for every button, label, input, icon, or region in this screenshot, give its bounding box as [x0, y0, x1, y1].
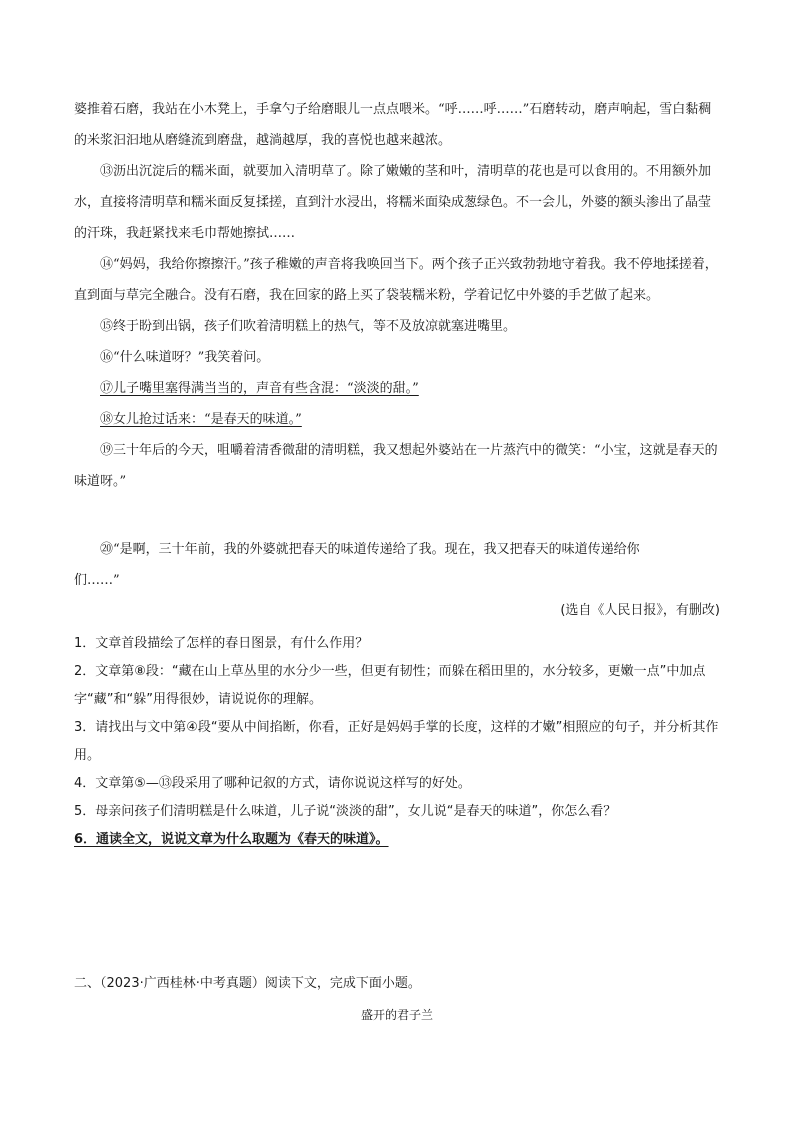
passage-paragraph-17: ⑰儿子嘴里塞得满当当的，声音有些含混：“淡淡的甜。”: [100, 381, 419, 396]
story-title: 盛开的君子兰: [360, 1008, 433, 1022]
section-2-heading: 二、（2023·广西桂林·中考真题）阅读下文，完成下面小题。: [74, 976, 421, 991]
question-4: 4．文章第⑤—⑬段采用了哪种记叙的方式，请你说说这样写的好处。: [74, 776, 471, 791]
question-3: 3．请找出与文中第④段“要从中间掐断，你看，正好是妈妈手掌的长度，这样的才嫩”相照应的句子，并分析其作用。: [74, 720, 719, 763]
passage-upper: [74, 94, 722, 497]
passage-paragraph-16: ⑯“什么味道呀？”我笑着问。: [100, 350, 270, 365]
question-1: 1．文章首段描绘了怎样的春日图景，有什么作用？: [74, 636, 369, 651]
passage-paragraph-14: ⑭“妈妈，我给你擦擦汗。”孩子稚嫩的声音将我唤回当下。两个孩子正兴致勃勃地守着我。我不停地揉搓着，直到面与草完全融合。没有石磨，我在回家的路上买了袋装糯米粉，学着记忆中外婆的手艺做了起来。: [74, 257, 718, 303]
passage-paragraph-15: ⑮终于盼到出锅，孩子们吹着清明糕上的热气，等不及放凉就塞进嘴里。: [100, 319, 517, 334]
passage-paragraph-18: ⑱女儿抢过话来：“是春天的味道。”: [100, 412, 302, 427]
question-list: [74, 630, 724, 854]
question-6: 6．通读全文，说说文章为什么取题为《春天的味道》。: [74, 832, 389, 847]
passage-paragraph-13: ⑬沥出沉淀后的糯米面，就要加入清明草了。除了嫩嫩的茎和叶，清明草的花也是可以食用的。不用额外加水，直接将清明草和糯米面反复揉搓，直到汁水浸出，将糯米面染成葱绿色。不一会儿，外婆的额头渗出了晶莹的汗珠，我赶紧找来毛巾帮她擦拭……: [74, 164, 712, 241]
source-citation: (选自《人民日报》，有删改): [560, 603, 720, 618]
passage-paragraph-19: ⑲三十年后的今天，咀嚼着清香微甜的清明糕，我又想起外婆站在一片蒸汽中的微笑：“小宝，这就是春天的味道呀。”: [74, 443, 718, 489]
question-2: 2．文章第⑧段：“藏在山上草丛里的水分少一些，但更有韧性；而躲在稻田里的，水分较多，更嫩一点”中加点字“藏”和“躲”用得很妙，请说说你的理解。: [74, 664, 706, 707]
question-5: 5．母亲问孩子们清明糕是什么味道，儿子说“淡淡的甜”，女儿说“是春天的味道”，你怎么看？: [74, 804, 617, 819]
passage-paragraph-intro: 婆推着石磨，我站在小木凳上，手拿勺子给磨眼儿一点点喂米。“呼……呼……”石磨转动，磨声响起，雪白黏稠的米浆汩汩地从磨缝流到磨盘，越淌越厚，我的喜悦也越来越浓。: [74, 102, 712, 148]
passage-paragraph-20-line1: ⑳“是啊，三十年前，我的外婆就把春天的味道传递给了我。现在，我又把春天的味道传递给你: [100, 542, 640, 557]
passage-paragraph-20-line2: 们……”: [74, 573, 120, 588]
passage-lower: [74, 534, 722, 596]
